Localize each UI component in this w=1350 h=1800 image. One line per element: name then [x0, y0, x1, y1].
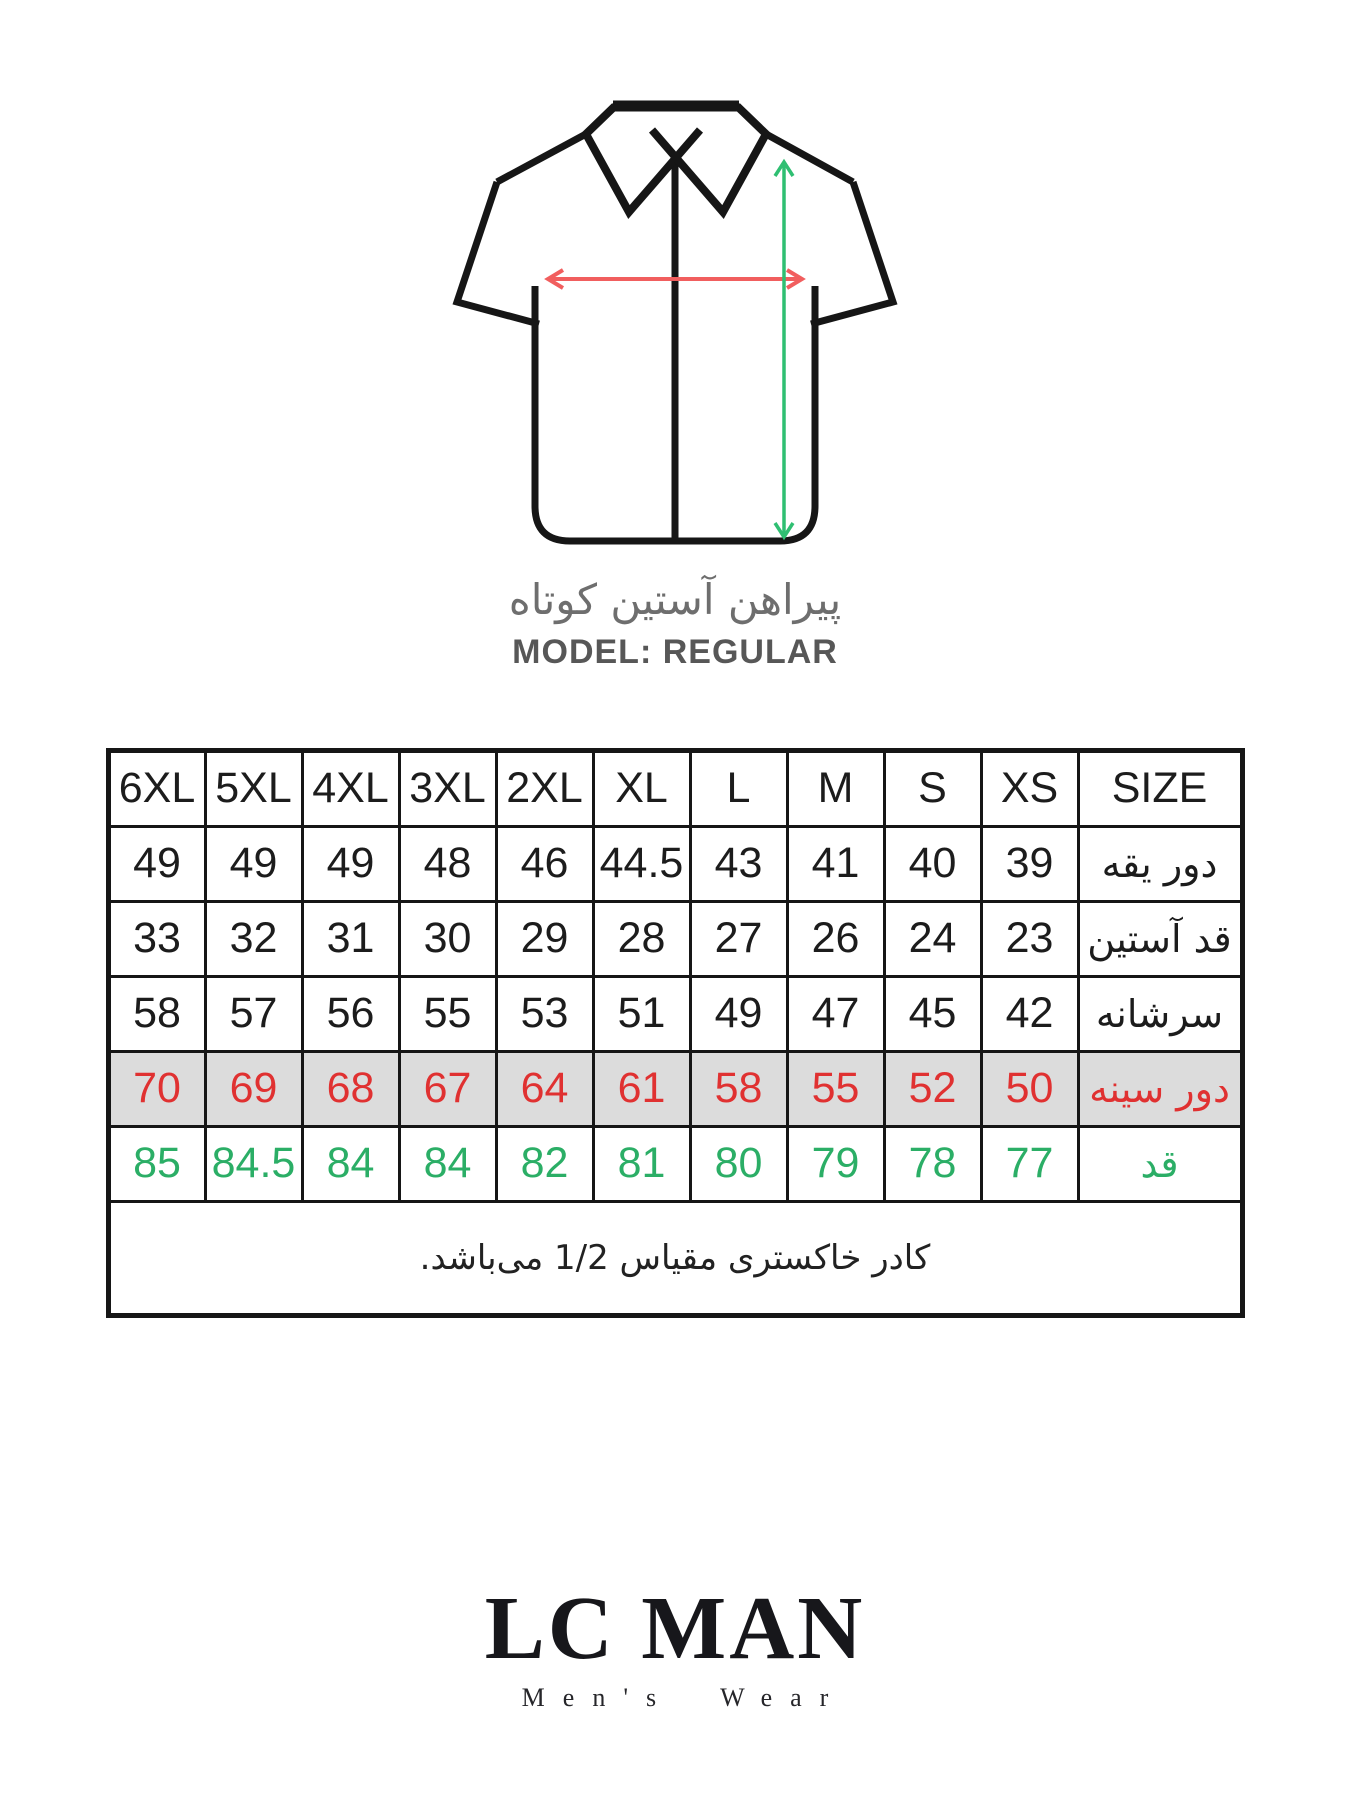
size-value-cell: 42: [981, 976, 1078, 1051]
shirt-outline: [457, 106, 893, 541]
size-value-cell: 48: [399, 826, 496, 901]
size-value-cell: 26: [787, 901, 884, 976]
measurement-label-cell: دور سینه: [1078, 1051, 1242, 1126]
figure-caption-model: MODEL: REGULAR: [512, 632, 838, 671]
size-column-header: 4XL: [302, 750, 399, 826]
size-value-cell: 50: [981, 1051, 1078, 1126]
size-value-cell: 49: [690, 976, 787, 1051]
size-table-header-row: [108, 750, 1242, 826]
shirt-line-drawing-icon: [445, 94, 905, 564]
size-value-cell: 84: [399, 1126, 496, 1201]
measurement-label-cell: سرشانه: [1078, 976, 1242, 1051]
size-value-cell: 41: [787, 826, 884, 901]
size-value-cell: 32: [205, 901, 302, 976]
size-column-header: XS: [981, 750, 1078, 826]
size-value-cell: 45: [884, 976, 981, 1051]
size-value-cell: 49: [108, 826, 205, 901]
size-column-header: S: [884, 750, 981, 826]
size-value-cell: 69: [205, 1051, 302, 1126]
scale-note-row: [108, 1201, 1242, 1315]
measurement-label-cell: قد: [1078, 1126, 1242, 1201]
size-value-cell: 67: [399, 1051, 496, 1126]
size-value-cell: 53: [496, 976, 593, 1051]
left-shoulder-line: [497, 134, 586, 182]
measurement-row: [108, 1126, 1242, 1201]
size-value-cell: 24: [884, 901, 981, 976]
size-value-cell: 58: [108, 976, 205, 1051]
size-column-header: 6XL: [108, 750, 205, 826]
size-value-cell: 49: [302, 826, 399, 901]
size-value-cell: 27: [690, 901, 787, 976]
size-value-cell: 68: [302, 1051, 399, 1126]
size-value-cell: 78: [884, 1126, 981, 1201]
brand-tagline: Men's Wear: [521, 1682, 847, 1712]
size-column-header: XL: [593, 750, 690, 826]
size-value-cell: 49: [205, 826, 302, 901]
left-sleeve: [457, 182, 539, 324]
right-collar-flap: [652, 106, 766, 212]
figure-caption-persian: پیراهن آستین کوتاه: [508, 575, 842, 624]
size-value-cell: 81: [593, 1126, 690, 1201]
scale-note: کادر خاکستری مقیاس 1/2 می‌باشد.: [108, 1201, 1242, 1315]
size-column-header: L: [690, 750, 787, 826]
size-value-cell: 47: [787, 976, 884, 1051]
measurement-row: [108, 901, 1242, 976]
size-column-header: 3XL: [399, 750, 496, 826]
right-sleeve: [811, 182, 893, 324]
size-value-cell: 31: [302, 901, 399, 976]
measurement-label-cell: دور یقه: [1078, 826, 1242, 901]
measurement-label-cell: قد آستین: [1078, 901, 1242, 976]
measurement-row: [108, 976, 1242, 1051]
length-arrow: [775, 162, 793, 537]
size-value-cell: 39: [981, 826, 1078, 901]
size-column-header: 2XL: [496, 750, 593, 826]
size-value-cell: 46: [496, 826, 593, 901]
size-value-cell: 30: [399, 901, 496, 976]
size-value-cell: 84.5: [205, 1126, 302, 1201]
size-column-header: SIZE: [1078, 750, 1242, 826]
size-value-cell: 40: [884, 826, 981, 901]
size-value-cell: 64: [496, 1051, 593, 1126]
size-value-cell: 28: [593, 901, 690, 976]
size-value-cell: 44.5: [593, 826, 690, 901]
size-value-cell: 43: [690, 826, 787, 901]
size-value-cell: 79: [787, 1126, 884, 1201]
size-value-cell: 55: [787, 1051, 884, 1126]
size-value-cell: 52: [884, 1051, 981, 1126]
size-column-header: M: [787, 750, 884, 826]
size-value-cell: 84: [302, 1126, 399, 1201]
size-value-cell: 51: [593, 976, 690, 1051]
right-shoulder-line: [766, 134, 853, 182]
measurement-row: [108, 826, 1242, 901]
size-value-cell: 56: [302, 976, 399, 1051]
size-value-cell: 85: [108, 1126, 205, 1201]
left-collar-flap: [586, 106, 700, 212]
size-value-cell: 29: [496, 901, 593, 976]
measurement-row: [108, 1051, 1242, 1126]
size-value-cell: 82: [496, 1126, 593, 1201]
size-table: [106, 748, 1245, 1318]
size-value-cell: 77: [981, 1126, 1078, 1201]
size-value-cell: 33: [108, 901, 205, 976]
size-value-cell: 58: [690, 1051, 787, 1126]
size-value-cell: 70: [108, 1051, 205, 1126]
size-value-cell: 55: [399, 976, 496, 1051]
size-value-cell: 61: [593, 1051, 690, 1126]
size-value-cell: 23: [981, 901, 1078, 976]
shirt-figure: [0, 0, 1350, 564]
size-value-cell: 80: [690, 1126, 787, 1201]
size-value-cell: 57: [205, 976, 302, 1051]
brand-logo: LC MAN: [484, 1578, 866, 1678]
size-column-header: 5XL: [205, 750, 302, 826]
